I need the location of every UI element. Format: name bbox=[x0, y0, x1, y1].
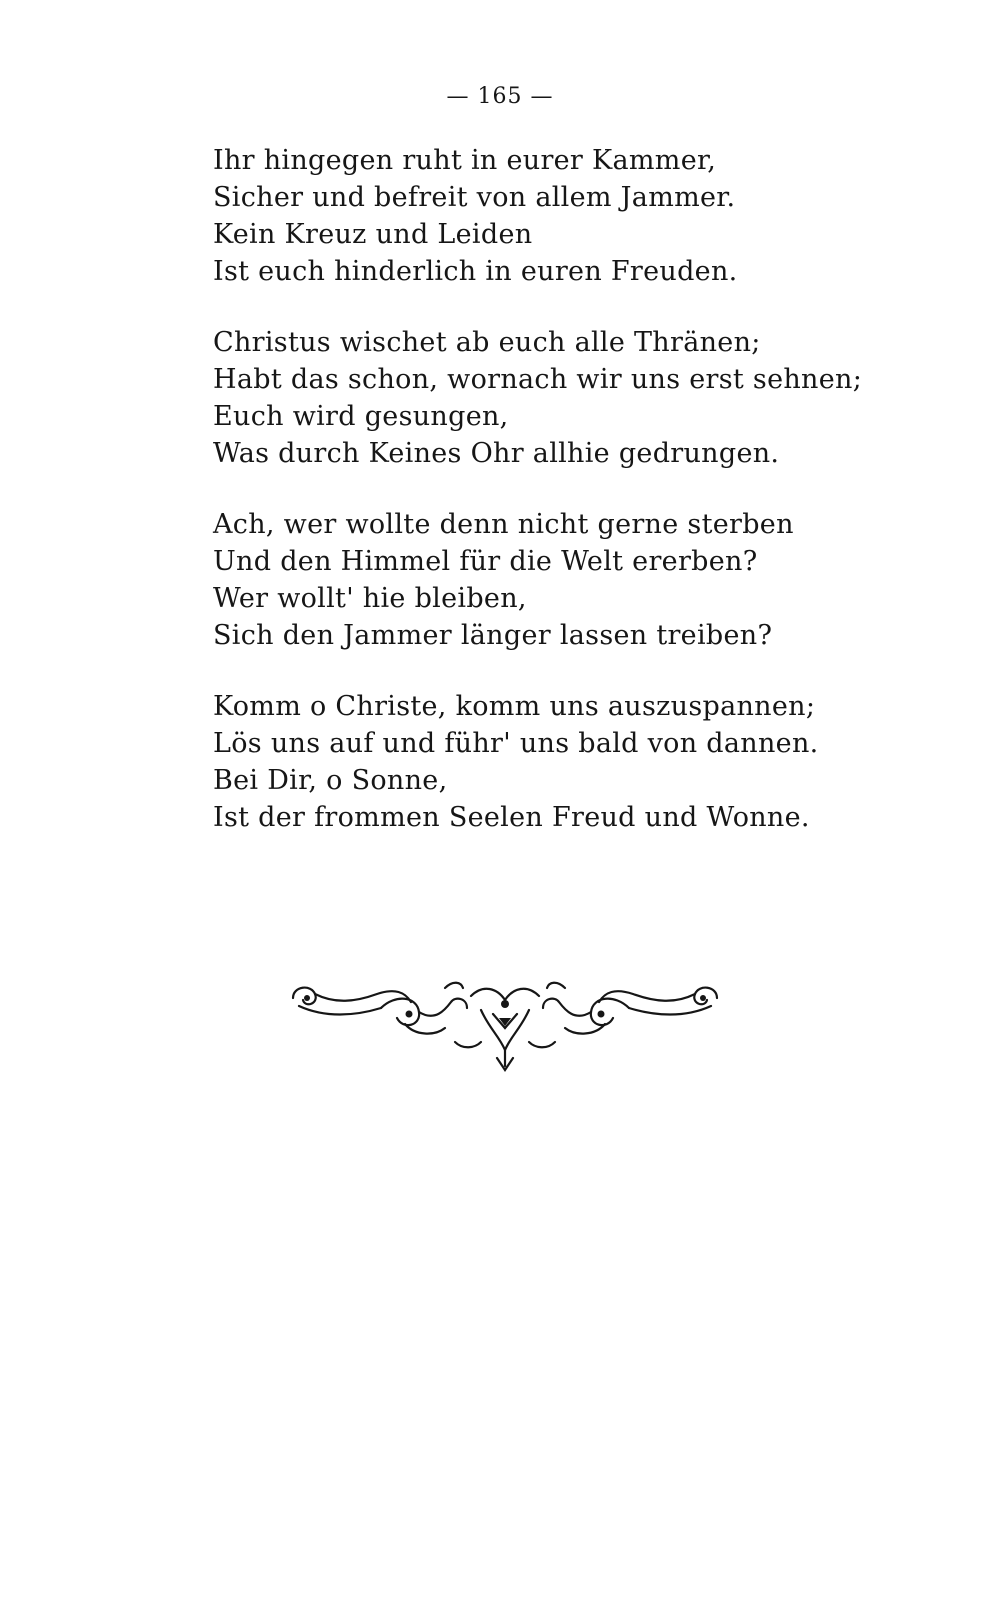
poem bbox=[213, 142, 863, 870]
poem-line: Komm o Christe, komm uns auszuspannen; bbox=[213, 691, 816, 722]
decorative-vignette-icon bbox=[285, 958, 725, 1078]
poem-line: Sicher und befreit von allem Jammer. bbox=[213, 182, 736, 213]
stanza-2 bbox=[213, 324, 863, 472]
stanza-1 bbox=[213, 142, 833, 290]
poem-line: Ist euch hinderlich in euren Freuden. bbox=[213, 256, 738, 287]
stanza-4 bbox=[213, 688, 833, 836]
stanza-3 bbox=[213, 506, 833, 654]
poem-line: Habt das schon, wornach wir uns erst sehnen; bbox=[213, 364, 863, 395]
poem-line: Und den Himmel für die Welt ererben? bbox=[213, 546, 758, 577]
poem-line: Lös uns auf und führ' uns bald von dannen. bbox=[213, 728, 819, 759]
poem-line: Bei Dir, o Sonne, bbox=[213, 765, 448, 796]
page-number: — 165 — bbox=[446, 84, 554, 109]
poem-line: Ach, wer wollte denn nicht gerne sterben bbox=[213, 509, 794, 540]
poem-line: Euch wird gesungen, bbox=[213, 401, 509, 432]
poem-line: Ist der frommen Seelen Freud und Wonne. bbox=[213, 802, 810, 833]
poem-line: Kein Kreuz und Leiden bbox=[213, 219, 533, 250]
poem-line: Christus wischet ab euch alle Thränen; bbox=[213, 327, 761, 358]
poem-line: Sich den Jammer länger lassen treiben? bbox=[213, 620, 773, 651]
poem-line: Was durch Keines Ohr allhie gedrungen. bbox=[213, 438, 780, 469]
poem-line: Wer wollt' hie bleiben, bbox=[213, 583, 527, 614]
poem-line: Ihr hingegen ruht in eurer Kammer, bbox=[213, 145, 717, 176]
